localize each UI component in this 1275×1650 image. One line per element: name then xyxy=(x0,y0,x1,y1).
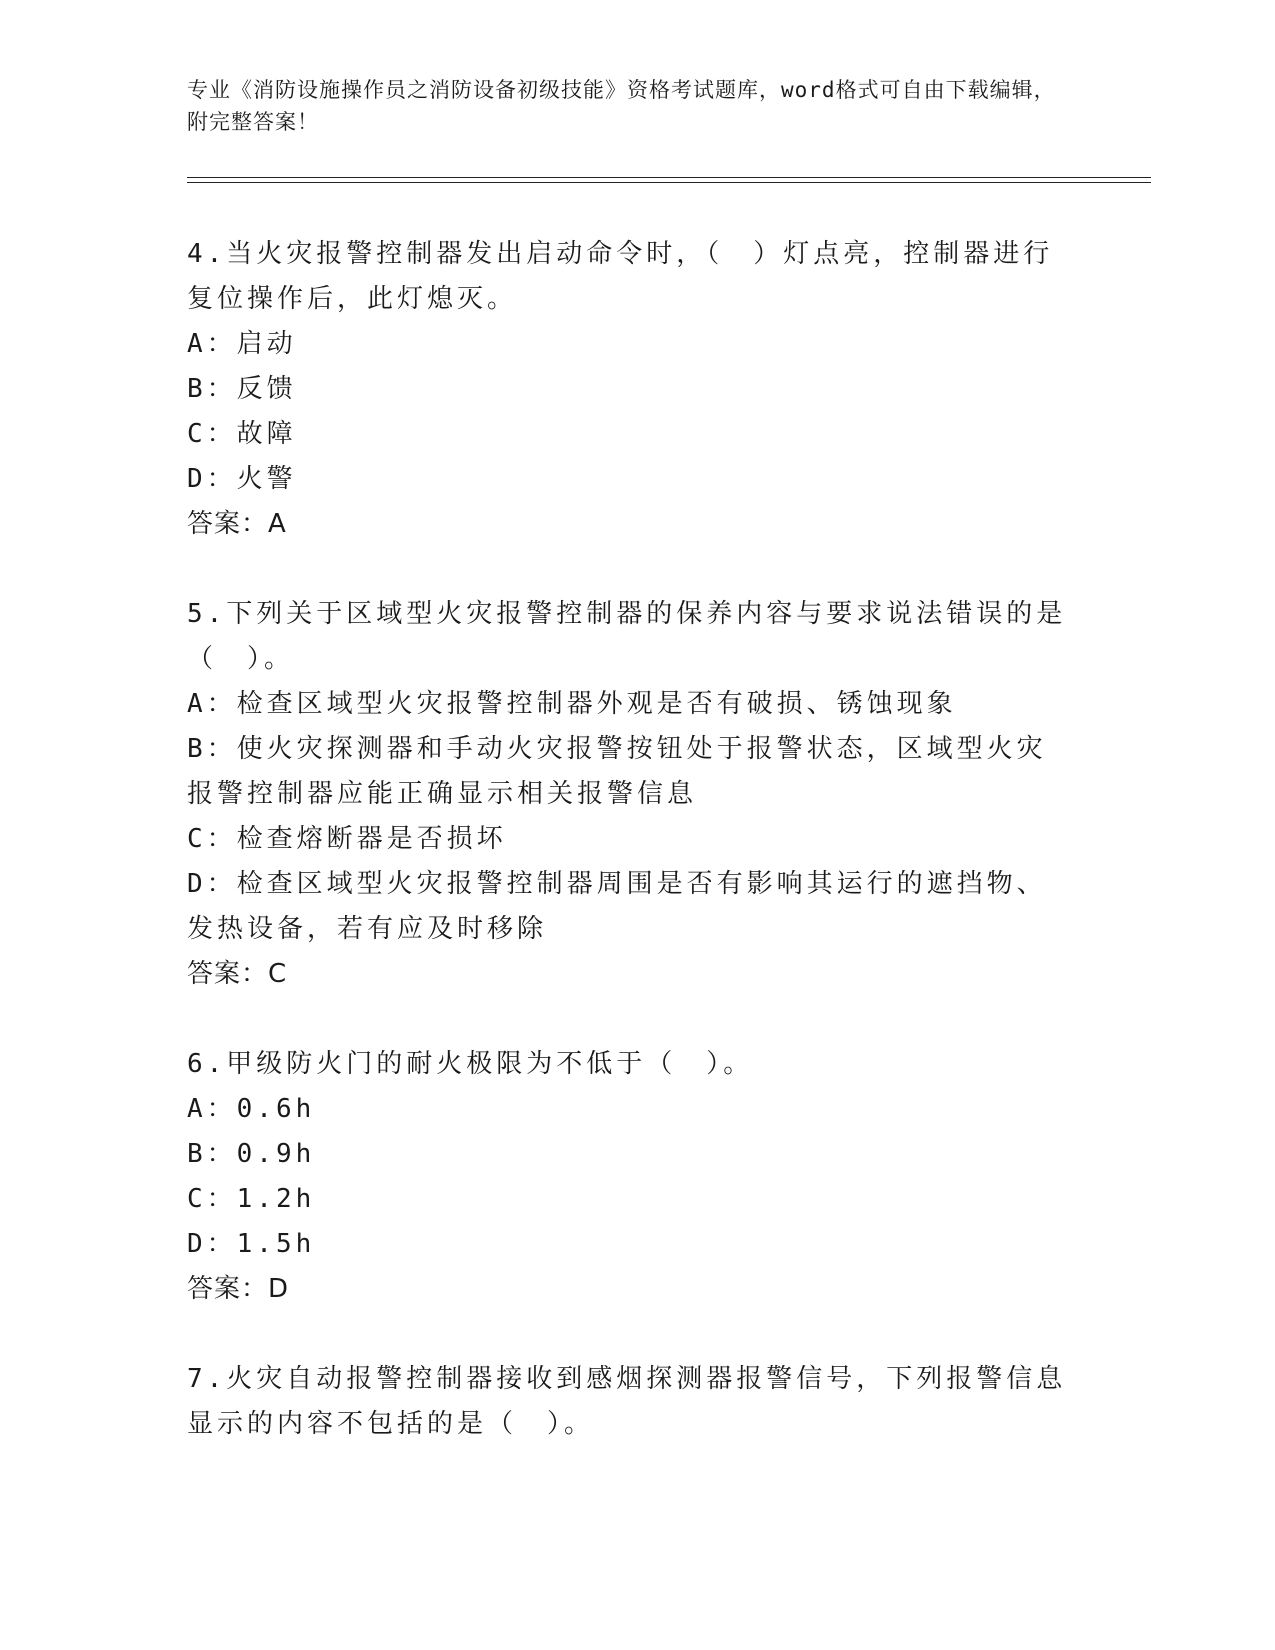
question-4 xyxy=(187,232,1067,547)
question-spacer xyxy=(187,547,1067,592)
option-c: C：检查熔断器是否损坏 xyxy=(187,824,507,854)
option-d: D：检查区域型火灾报警控制器周围是否有影响其运行的遮挡物、发热设备，若有应及时移除 xyxy=(187,869,1047,944)
question-stem: 4.当火灾报警控制器发出启动命令时，（ ）灯点亮，控制器进行复位操作后，此灯熄灭。 xyxy=(187,239,1054,314)
option-d: D：火警 xyxy=(187,464,297,494)
option-b: B：0.9h xyxy=(187,1139,316,1169)
header-divider-top xyxy=(187,177,1151,178)
question-stem: 5.下列关于区域型火灾报警控制器的保养内容与要求说法错误的是（ ）。 xyxy=(187,599,1067,674)
option-a: A：0.6h xyxy=(187,1094,316,1124)
question-stem: 6.甲级防火门的耐火极限为不低于（ ）。 xyxy=(187,1049,754,1079)
document-header: 专业《消防设施操作员之消防设备初级技能》资格考试题库，word格式可自由下载编辑，附完整答案！ xyxy=(187,78,1056,134)
question-6 xyxy=(187,1042,1067,1312)
question-5 xyxy=(187,592,1067,997)
option-d: D：1.5h xyxy=(187,1229,316,1259)
header-divider-bottom xyxy=(187,182,1151,183)
option-c: C：故障 xyxy=(187,419,297,449)
question-stem: 7.火灾自动报警控制器接收到感烟探测器报警信号，下列报警信息显示的内容不包括的是（ ）。 xyxy=(187,1364,1067,1439)
answer-line: 答案：A xyxy=(187,509,287,539)
question-list xyxy=(187,232,1067,1447)
answer-line: 答案：D xyxy=(187,1274,290,1304)
question-7 xyxy=(187,1357,1067,1447)
option-b: B：反馈 xyxy=(187,374,297,404)
answer-line: 答案：C xyxy=(187,959,288,989)
option-b: B：使火灾探测器和手动火灾报警按钮处于报警状态，区域型火灾报警控制器应能正确显示相关报警信息 xyxy=(187,734,1047,809)
option-c: C：1.2h xyxy=(187,1184,316,1214)
option-a: A：检查区域型火灾报警控制器外观是否有破损、锈蚀现象 xyxy=(187,689,957,719)
option-a: A：启动 xyxy=(187,329,297,359)
question-spacer xyxy=(187,997,1067,1042)
question-spacer xyxy=(187,1312,1067,1357)
